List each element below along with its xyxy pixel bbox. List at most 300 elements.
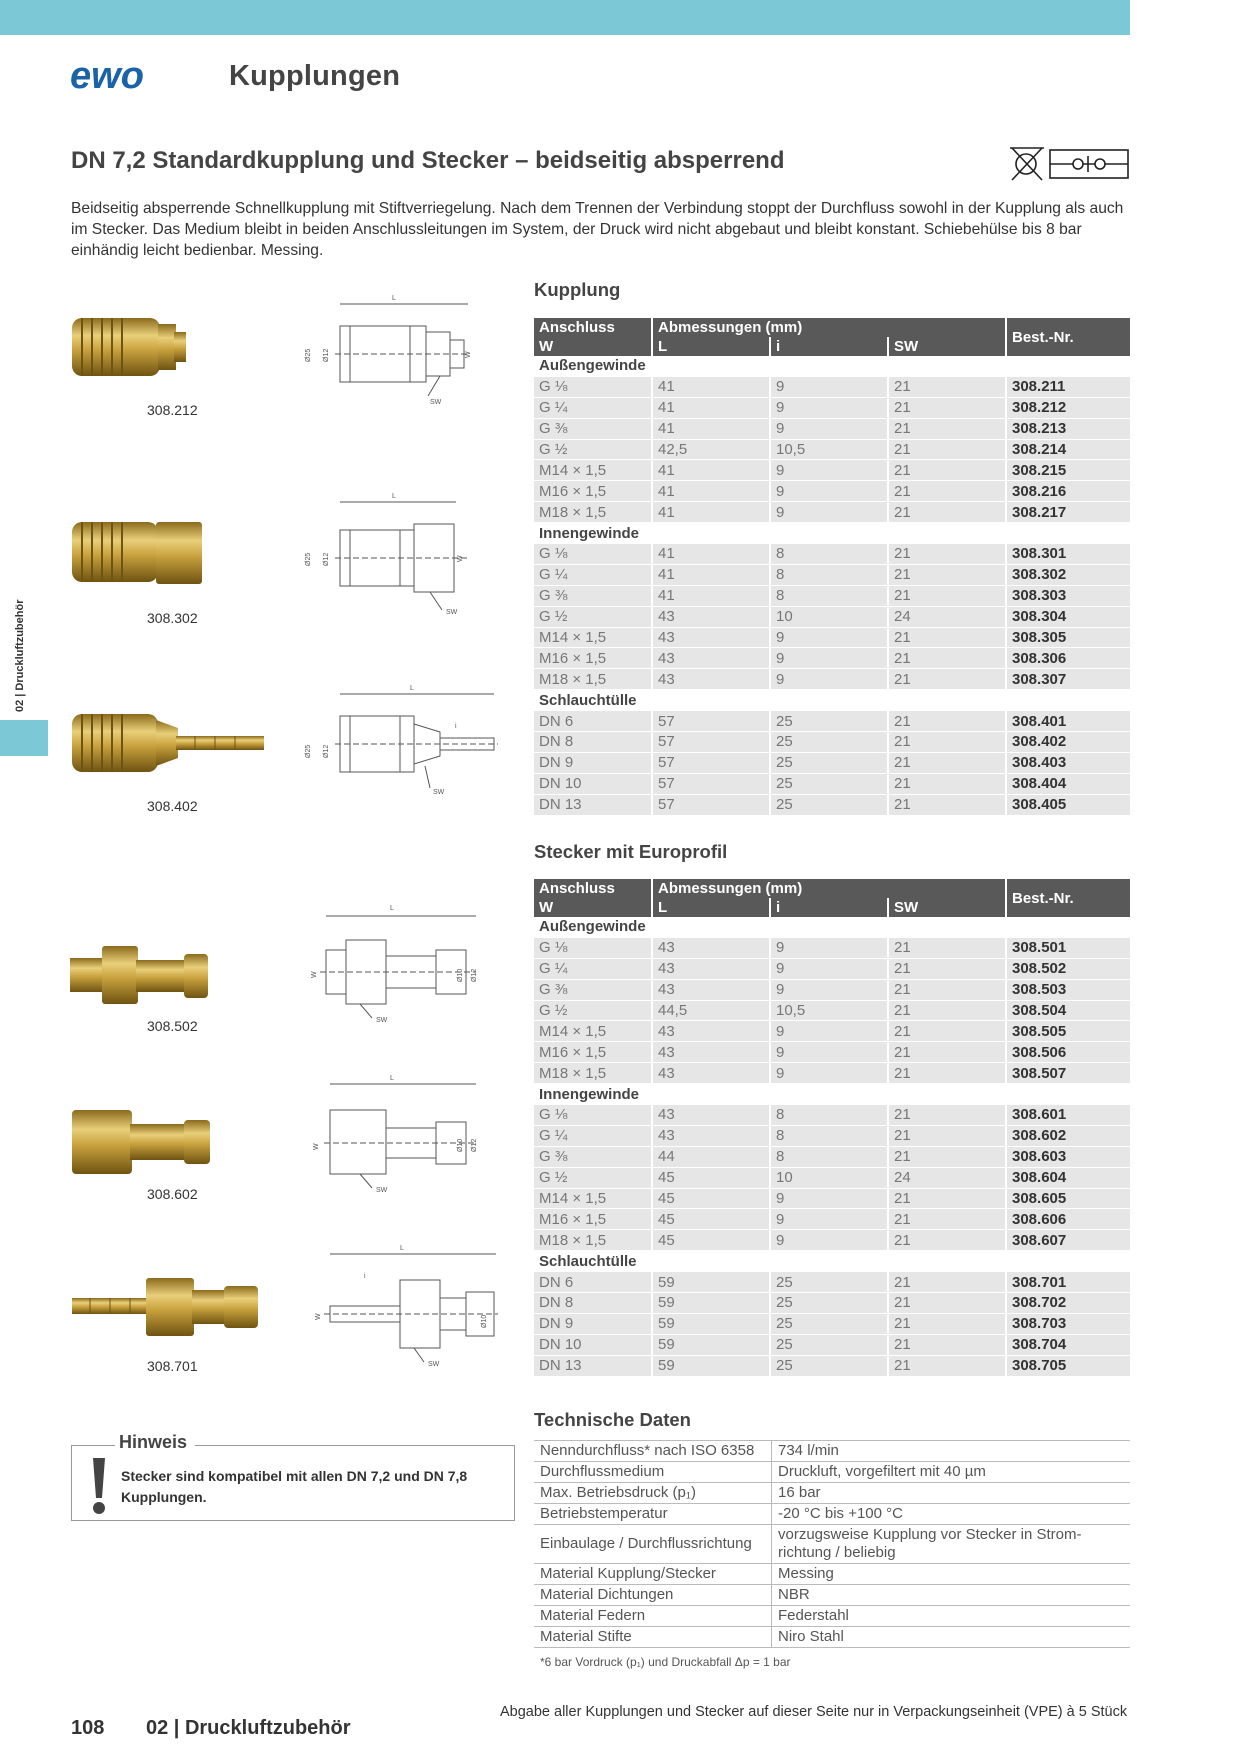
cell-sw: 21 — [888, 460, 1006, 481]
col-header-abmessungen: Abmessungen (mm) — [652, 318, 1006, 337]
cell-i: 9 — [770, 460, 888, 481]
cell-w: G ⅜ — [534, 1146, 652, 1167]
cell-sw: 24 — [888, 606, 1006, 627]
table-row — [534, 669, 1130, 690]
cell-l: 59 — [652, 1355, 770, 1376]
cell-w: M16 × 1,5 — [534, 648, 652, 669]
col-header-sw: SW — [888, 337, 1006, 356]
cell-i: 9 — [770, 1063, 888, 1084]
cell-w: G ⅜ — [534, 585, 652, 606]
cell-w: M16 × 1,5 — [534, 1042, 652, 1063]
section-title-stecker: Stecker mit Europrofil — [534, 841, 728, 862]
cell-nr: 308.601 — [1006, 1105, 1130, 1126]
cell-l: 41 — [652, 418, 770, 439]
col-header-anschluss: Anschluss — [534, 879, 652, 898]
cell-nr: 308.301 — [1006, 544, 1130, 565]
cell-sw: 21 — [888, 439, 1006, 460]
tech-key: Einbaulage / Durchflussrichtung — [534, 1525, 772, 1564]
cell-nr: 308.307 — [1006, 669, 1130, 690]
cell-sw: 21 — [888, 544, 1006, 565]
cell-w: M14 × 1,5 — [534, 1021, 652, 1042]
cell-l: 43 — [652, 1042, 770, 1063]
cell-nr: 308.603 — [1006, 1146, 1130, 1167]
cell-sw: 21 — [888, 648, 1006, 669]
cell-sw: 21 — [888, 794, 1006, 815]
tech-key: Nenndurchfluss* nach ISO 6358 — [534, 1441, 772, 1462]
cell-w: G ¼ — [534, 958, 652, 979]
table-row — [534, 460, 1130, 481]
cell-l: 57 — [652, 752, 770, 773]
table-row — [534, 376, 1130, 397]
cell-i: 9 — [770, 418, 888, 439]
col-header-anschluss: Anschluss — [534, 318, 652, 337]
cell-nr: 308.212 — [1006, 397, 1130, 418]
cell-l: 45 — [652, 1230, 770, 1251]
cell-sw: 21 — [888, 585, 1006, 606]
plug-hose-photo — [70, 1270, 270, 1350]
cell-i: 25 — [770, 1272, 888, 1293]
cell-sw: 21 — [888, 1293, 1006, 1314]
tech-row — [534, 1606, 1130, 1627]
tech-key: Max. Betriebsdruck (p₁) — [534, 1483, 772, 1504]
cell-i: 25 — [770, 794, 888, 815]
cell-w: G ⅜ — [534, 979, 652, 1000]
table-row — [534, 1146, 1130, 1167]
cell-nr: 308.402 — [1006, 732, 1130, 753]
stecker-table — [534, 879, 1130, 1377]
cell-sw: 21 — [888, 773, 1006, 794]
cell-sw: 24 — [888, 1167, 1006, 1188]
drawing-coupling-male — [300, 292, 480, 412]
cell-sw: 21 — [888, 732, 1006, 753]
cell-l: 41 — [652, 544, 770, 565]
cell-sw: 21 — [888, 376, 1006, 397]
cell-sw: 21 — [888, 669, 1006, 690]
side-tab-marker — [0, 720, 48, 756]
cell-sw: 21 — [888, 979, 1006, 1000]
tech-key: Material Kupplung/Stecker — [534, 1564, 772, 1585]
tech-row — [534, 1585, 1130, 1606]
group-header: Innengewinde — [534, 1084, 1130, 1105]
cell-l: 41 — [652, 502, 770, 523]
tech-key: Material Federn — [534, 1606, 772, 1627]
cell-sw: 21 — [888, 752, 1006, 773]
cell-nr: 308.211 — [1006, 376, 1130, 397]
cell-l: 43 — [652, 1125, 770, 1146]
cell-l: 41 — [652, 397, 770, 418]
cell-l: 43 — [652, 937, 770, 958]
cell-l: 59 — [652, 1313, 770, 1334]
tech-value: Niro Stahl — [772, 1627, 1131, 1648]
drawing-coupling-hose — [300, 684, 500, 804]
cell-w: DN 9 — [534, 752, 652, 773]
product-heading: DN 7,2 Standardkupplung und Stecker – beidseitig absperrend — [71, 147, 785, 174]
svg-text:SW: SW — [446, 609, 458, 616]
cell-sw: 21 — [888, 564, 1006, 585]
svg-text:W: W — [313, 1143, 320, 1150]
table-row — [534, 732, 1130, 753]
col-header-l: L — [652, 898, 770, 917]
cell-w: G ⅛ — [534, 937, 652, 958]
product-code: 308.502 — [147, 1018, 198, 1034]
cell-w: M14 × 1,5 — [534, 627, 652, 648]
cell-nr: 308.405 — [1006, 794, 1130, 815]
cell-sw: 21 — [888, 1000, 1006, 1021]
hinweis-box — [71, 1432, 515, 1521]
table-row — [534, 794, 1130, 815]
cell-i: 8 — [770, 544, 888, 565]
cell-w: M18 × 1,5 — [534, 1063, 652, 1084]
cell-sw: 21 — [888, 1042, 1006, 1063]
kupplung-table — [534, 318, 1130, 816]
cell-nr: 308.216 — [1006, 481, 1130, 502]
cell-i: 8 — [770, 1146, 888, 1167]
cell-l: 57 — [652, 794, 770, 815]
cell-l: 43 — [652, 648, 770, 669]
product-code: 308.402 — [147, 798, 198, 814]
cell-sw: 21 — [888, 1355, 1006, 1376]
cell-nr: 308.501 — [1006, 937, 1130, 958]
tech-value: vorzugsweise Kupplung vor Stecker in Strom-richtung / beliebig — [772, 1525, 1131, 1564]
tech-value: 16 bar — [772, 1483, 1131, 1504]
cell-nr: 308.607 — [1006, 1230, 1130, 1251]
cell-i: 8 — [770, 564, 888, 585]
svg-text:L: L — [392, 493, 396, 500]
svg-text:W: W — [315, 1313, 322, 1320]
cell-i: 9 — [770, 1021, 888, 1042]
svg-text:L: L — [400, 1245, 404, 1252]
ewo-logo — [70, 56, 170, 96]
cell-i: 25 — [770, 1355, 888, 1376]
cell-sw: 21 — [888, 958, 1006, 979]
cell-i: 9 — [770, 502, 888, 523]
cell-sw: 21 — [888, 1125, 1006, 1146]
cell-sw: 21 — [888, 418, 1006, 439]
cell-sw: 21 — [888, 1334, 1006, 1355]
table-row — [534, 1209, 1130, 1230]
table-row — [534, 1063, 1130, 1084]
table-row — [534, 1293, 1130, 1314]
cell-nr: 308.403 — [1006, 752, 1130, 773]
section-title-tech: Technische Daten — [534, 1409, 691, 1430]
col-header-i: i — [770, 337, 888, 356]
cell-w: M18 × 1,5 — [534, 669, 652, 690]
tech-value: -20 °C bis +100 °C — [772, 1504, 1131, 1525]
tech-row — [534, 1462, 1130, 1483]
cell-w: G ½ — [534, 1167, 652, 1188]
cell-sw: 21 — [888, 1021, 1006, 1042]
table-row — [534, 937, 1130, 958]
cell-w: DN 8 — [534, 1293, 652, 1314]
cell-l: 45 — [652, 1188, 770, 1209]
cell-i: 9 — [770, 1188, 888, 1209]
cell-nr: 308.606 — [1006, 1209, 1130, 1230]
cell-sw: 21 — [888, 397, 1006, 418]
col-header-w: W — [534, 337, 652, 356]
cell-w: M14 × 1,5 — [534, 460, 652, 481]
svg-text:SW: SW — [428, 1361, 440, 1368]
cell-l: 44 — [652, 1146, 770, 1167]
cell-sw: 21 — [888, 937, 1006, 958]
tech-data-table — [534, 1440, 1130, 1648]
cell-w: M18 × 1,5 — [534, 1230, 652, 1251]
cell-l: 45 — [652, 1209, 770, 1230]
table-row — [534, 585, 1130, 606]
table-row — [534, 773, 1130, 794]
no-flow-icon — [1010, 148, 1044, 180]
svg-text:Ø10: Ø10 — [457, 968, 464, 982]
cell-i: 25 — [770, 732, 888, 753]
cell-sw: 21 — [888, 1146, 1006, 1167]
cell-nr: 308.214 — [1006, 439, 1130, 460]
cell-i: 10 — [770, 1167, 888, 1188]
cell-nr: 308.215 — [1006, 460, 1130, 481]
coupling-male-photo — [70, 310, 190, 400]
cell-sw: 21 — [888, 627, 1006, 648]
cell-l: 43 — [652, 627, 770, 648]
hinweis-text: Stecker sind kompatibel mit allen DN 7,2 und DN 7,8 Kupplungen. — [121, 1468, 468, 1505]
cell-l: 43 — [652, 1063, 770, 1084]
cell-sw: 21 — [888, 711, 1006, 732]
cell-i: 9 — [770, 669, 888, 690]
cell-i: 9 — [770, 481, 888, 502]
table-row — [534, 1272, 1130, 1293]
tech-value: Messing — [772, 1564, 1131, 1585]
valve-symbol-icons — [1008, 142, 1130, 186]
page-number: 108 — [71, 1717, 105, 1739]
svg-text:SW: SW — [433, 789, 445, 796]
table-row — [534, 502, 1130, 523]
cell-i: 25 — [770, 773, 888, 794]
intro-text: Beidseitig absperrende Schnellkupplung mit Stiftverriegelung. Nach dem Trennen der Verbindung stoppt der Durchfluss sowohl in der Kupplung als auch im Stecker. Das Medium bleibt in beiden Anschlussleitungen im System, der Druck wird nicht abgebaut und bleibt konstant. Schiebehülse bis 8 bar einhändig leicht bedienbar. Messing. — [71, 200, 1124, 259]
cell-i: 9 — [770, 1230, 888, 1251]
tech-row — [534, 1564, 1130, 1585]
cell-l: 43 — [652, 1021, 770, 1042]
cell-nr: 308.213 — [1006, 418, 1130, 439]
svg-text:L: L — [390, 905, 394, 912]
col-header-abmessungen: Abmessungen (mm) — [652, 879, 1006, 898]
cell-nr: 308.506 — [1006, 1042, 1130, 1063]
cell-l: 57 — [652, 711, 770, 732]
cell-nr: 308.503 — [1006, 979, 1130, 1000]
tech-footnote: *6 bar Vordruck (p₁) und Druckabfall Δp = 1 bar — [540, 1655, 791, 1669]
drawing-plug-male — [300, 900, 480, 1030]
cell-w: M16 × 1,5 — [534, 481, 652, 502]
cell-nr: 308.602 — [1006, 1125, 1130, 1146]
coupling-female-photo — [70, 516, 210, 606]
svg-text:i: i — [364, 1273, 366, 1280]
cell-sw: 21 — [888, 1209, 1006, 1230]
cell-nr: 308.704 — [1006, 1334, 1130, 1355]
product-code: 308.302 — [147, 610, 198, 626]
svg-text:Ø10: Ø10 — [481, 1314, 488, 1328]
cell-l: 59 — [652, 1334, 770, 1355]
plug-male-photo — [70, 938, 220, 1018]
group-header: Außengewinde — [534, 356, 1130, 376]
page-title: Kupplungen — [229, 60, 401, 92]
cell-w: DN 9 — [534, 1313, 652, 1334]
cell-w: G ¼ — [534, 1125, 652, 1146]
tech-value: Druckluft, vorgefiltert mit 40 µm — [772, 1462, 1131, 1483]
table-row — [534, 481, 1130, 502]
table-row — [534, 544, 1130, 565]
svg-text:L: L — [392, 295, 396, 302]
col-header-sw: SW — [888, 898, 1006, 917]
cell-l: 41 — [652, 460, 770, 481]
drawing-plug-female — [300, 1074, 480, 1204]
cell-nr: 308.401 — [1006, 711, 1130, 732]
cell-l: 41 — [652, 481, 770, 502]
cell-i: 9 — [770, 627, 888, 648]
table-row — [534, 1000, 1130, 1021]
cell-w: G ¼ — [534, 397, 652, 418]
svg-text:Ø12: Ø12 — [323, 744, 330, 758]
cell-i: 9 — [770, 958, 888, 979]
cell-w: G ⅜ — [534, 418, 652, 439]
cell-i: 9 — [770, 1042, 888, 1063]
table-row — [534, 1021, 1130, 1042]
svg-text:Ø12: Ø12 — [471, 1138, 478, 1152]
product-code: 308.212 — [147, 402, 198, 418]
product-code: 308.701 — [147, 1358, 198, 1374]
cell-nr: 308.605 — [1006, 1188, 1130, 1209]
product-code: 308.602 — [147, 1186, 198, 1202]
col-header-best-nr: Best.-Nr. — [1006, 318, 1130, 356]
section-title-kupplung: Kupplung — [534, 279, 621, 300]
svg-text:Ø25: Ø25 — [305, 348, 312, 362]
exclamation-icon — [89, 1456, 109, 1516]
cell-nr: 308.304 — [1006, 606, 1130, 627]
group-header: Innengewinde — [534, 523, 1130, 544]
tech-row — [534, 1627, 1130, 1648]
table-row — [534, 564, 1130, 585]
cell-sw: 21 — [888, 1105, 1006, 1126]
cell-i: 25 — [770, 1293, 888, 1314]
tech-row — [534, 1525, 1130, 1564]
table-row — [534, 418, 1130, 439]
svg-text:Ø12: Ø12 — [323, 552, 330, 566]
coupling-hose-photo — [70, 708, 270, 798]
cell-nr: 308.705 — [1006, 1355, 1130, 1376]
group-header: Außengewinde — [534, 917, 1130, 937]
cell-sw: 21 — [888, 1188, 1006, 1209]
cell-l: 57 — [652, 732, 770, 753]
side-section-label: 02 | Druckluftzubehör — [14, 599, 26, 712]
cell-i: 8 — [770, 1105, 888, 1126]
table-row — [534, 711, 1130, 732]
top-accent-bar — [0, 0, 1130, 35]
cell-i: 25 — [770, 711, 888, 732]
cell-sw: 21 — [888, 481, 1006, 502]
cell-w: DN 10 — [534, 773, 652, 794]
table-row — [534, 648, 1130, 669]
table-row — [534, 958, 1130, 979]
table-row — [534, 397, 1130, 418]
cell-nr: 308.303 — [1006, 585, 1130, 606]
svg-text:i: i — [455, 723, 457, 730]
cell-nr: 308.305 — [1006, 627, 1130, 648]
table-row — [534, 752, 1130, 773]
plug-female-photo — [70, 1106, 220, 1186]
cell-i: 25 — [770, 1334, 888, 1355]
cell-nr: 308.404 — [1006, 773, 1130, 794]
cell-i: 9 — [770, 648, 888, 669]
table-row — [534, 1334, 1130, 1355]
svg-text:L: L — [390, 1075, 394, 1082]
cell-nr: 308.502 — [1006, 958, 1130, 979]
group-header: Schlauchtülle — [534, 690, 1130, 711]
cell-i: 9 — [770, 376, 888, 397]
hinweis-label: Hinweis — [115, 1432, 195, 1453]
group-header: Schlauchtülle — [534, 1251, 1130, 1272]
cell-l: 43 — [652, 979, 770, 1000]
table-row — [534, 1167, 1130, 1188]
tech-key: Betriebstemperatur — [534, 1504, 772, 1525]
table-row — [534, 979, 1130, 1000]
table-row — [534, 1355, 1130, 1376]
cell-l: 43 — [652, 669, 770, 690]
cell-nr: 308.217 — [1006, 502, 1130, 523]
svg-text:Ø25: Ø25 — [305, 744, 312, 758]
cell-w: G ¼ — [534, 564, 652, 585]
svg-text:Ø12: Ø12 — [323, 348, 330, 362]
cell-nr: 308.701 — [1006, 1272, 1130, 1293]
cell-w: DN 10 — [534, 1334, 652, 1355]
cell-i: 10 — [770, 606, 888, 627]
cell-l: 44,5 — [652, 1000, 770, 1021]
cell-w: G ½ — [534, 439, 652, 460]
cell-l: 43 — [652, 606, 770, 627]
svg-text:Ø10: Ø10 — [457, 1138, 464, 1152]
table-row — [534, 1042, 1130, 1063]
table-row — [534, 439, 1130, 460]
table-row — [534, 606, 1130, 627]
cell-w: DN 8 — [534, 732, 652, 753]
svg-text:Ø25: Ø25 — [305, 552, 312, 566]
cell-sw: 21 — [888, 1313, 1006, 1334]
cell-l: 57 — [652, 773, 770, 794]
cell-i: 9 — [770, 1209, 888, 1230]
cell-nr: 308.504 — [1006, 1000, 1130, 1021]
tech-key: Material Stifte — [534, 1627, 772, 1648]
footer-section: 02 | Druckluftzubehör — [146, 1717, 351, 1739]
cell-sw: 21 — [888, 1230, 1006, 1251]
cell-w: M14 × 1,5 — [534, 1188, 652, 1209]
tech-value: 734 l/min — [772, 1441, 1131, 1462]
svg-text:W: W — [457, 555, 464, 562]
cell-sw: 21 — [888, 502, 1006, 523]
svg-text:Ø12: Ø12 — [471, 968, 478, 982]
svg-text:ewo: ewo — [70, 56, 144, 96]
cell-i: 25 — [770, 1313, 888, 1334]
table-row — [534, 1230, 1130, 1251]
cell-l: 41 — [652, 564, 770, 585]
cell-w: DN 13 — [534, 1355, 652, 1376]
cell-i: 9 — [770, 979, 888, 1000]
svg-text:W: W — [465, 351, 472, 358]
tech-value: Federstahl — [772, 1606, 1131, 1627]
tech-key: Durchflussmedium — [534, 1462, 772, 1483]
cell-w: DN 6 — [534, 1272, 652, 1293]
drawing-plug-hose — [300, 1244, 500, 1374]
vpe-note: Abgabe aller Kupplungen und Stecker auf dieser Seite nur in Verpackungseinheit (VPE) à 5 Stück — [500, 1704, 1128, 1720]
cell-w: G ⅛ — [534, 1105, 652, 1126]
svg-text:SW: SW — [430, 399, 442, 406]
drawing-coupling-female — [300, 490, 480, 620]
cell-l: 43 — [652, 958, 770, 979]
cell-l: 45 — [652, 1167, 770, 1188]
cell-w: G ½ — [534, 606, 652, 627]
